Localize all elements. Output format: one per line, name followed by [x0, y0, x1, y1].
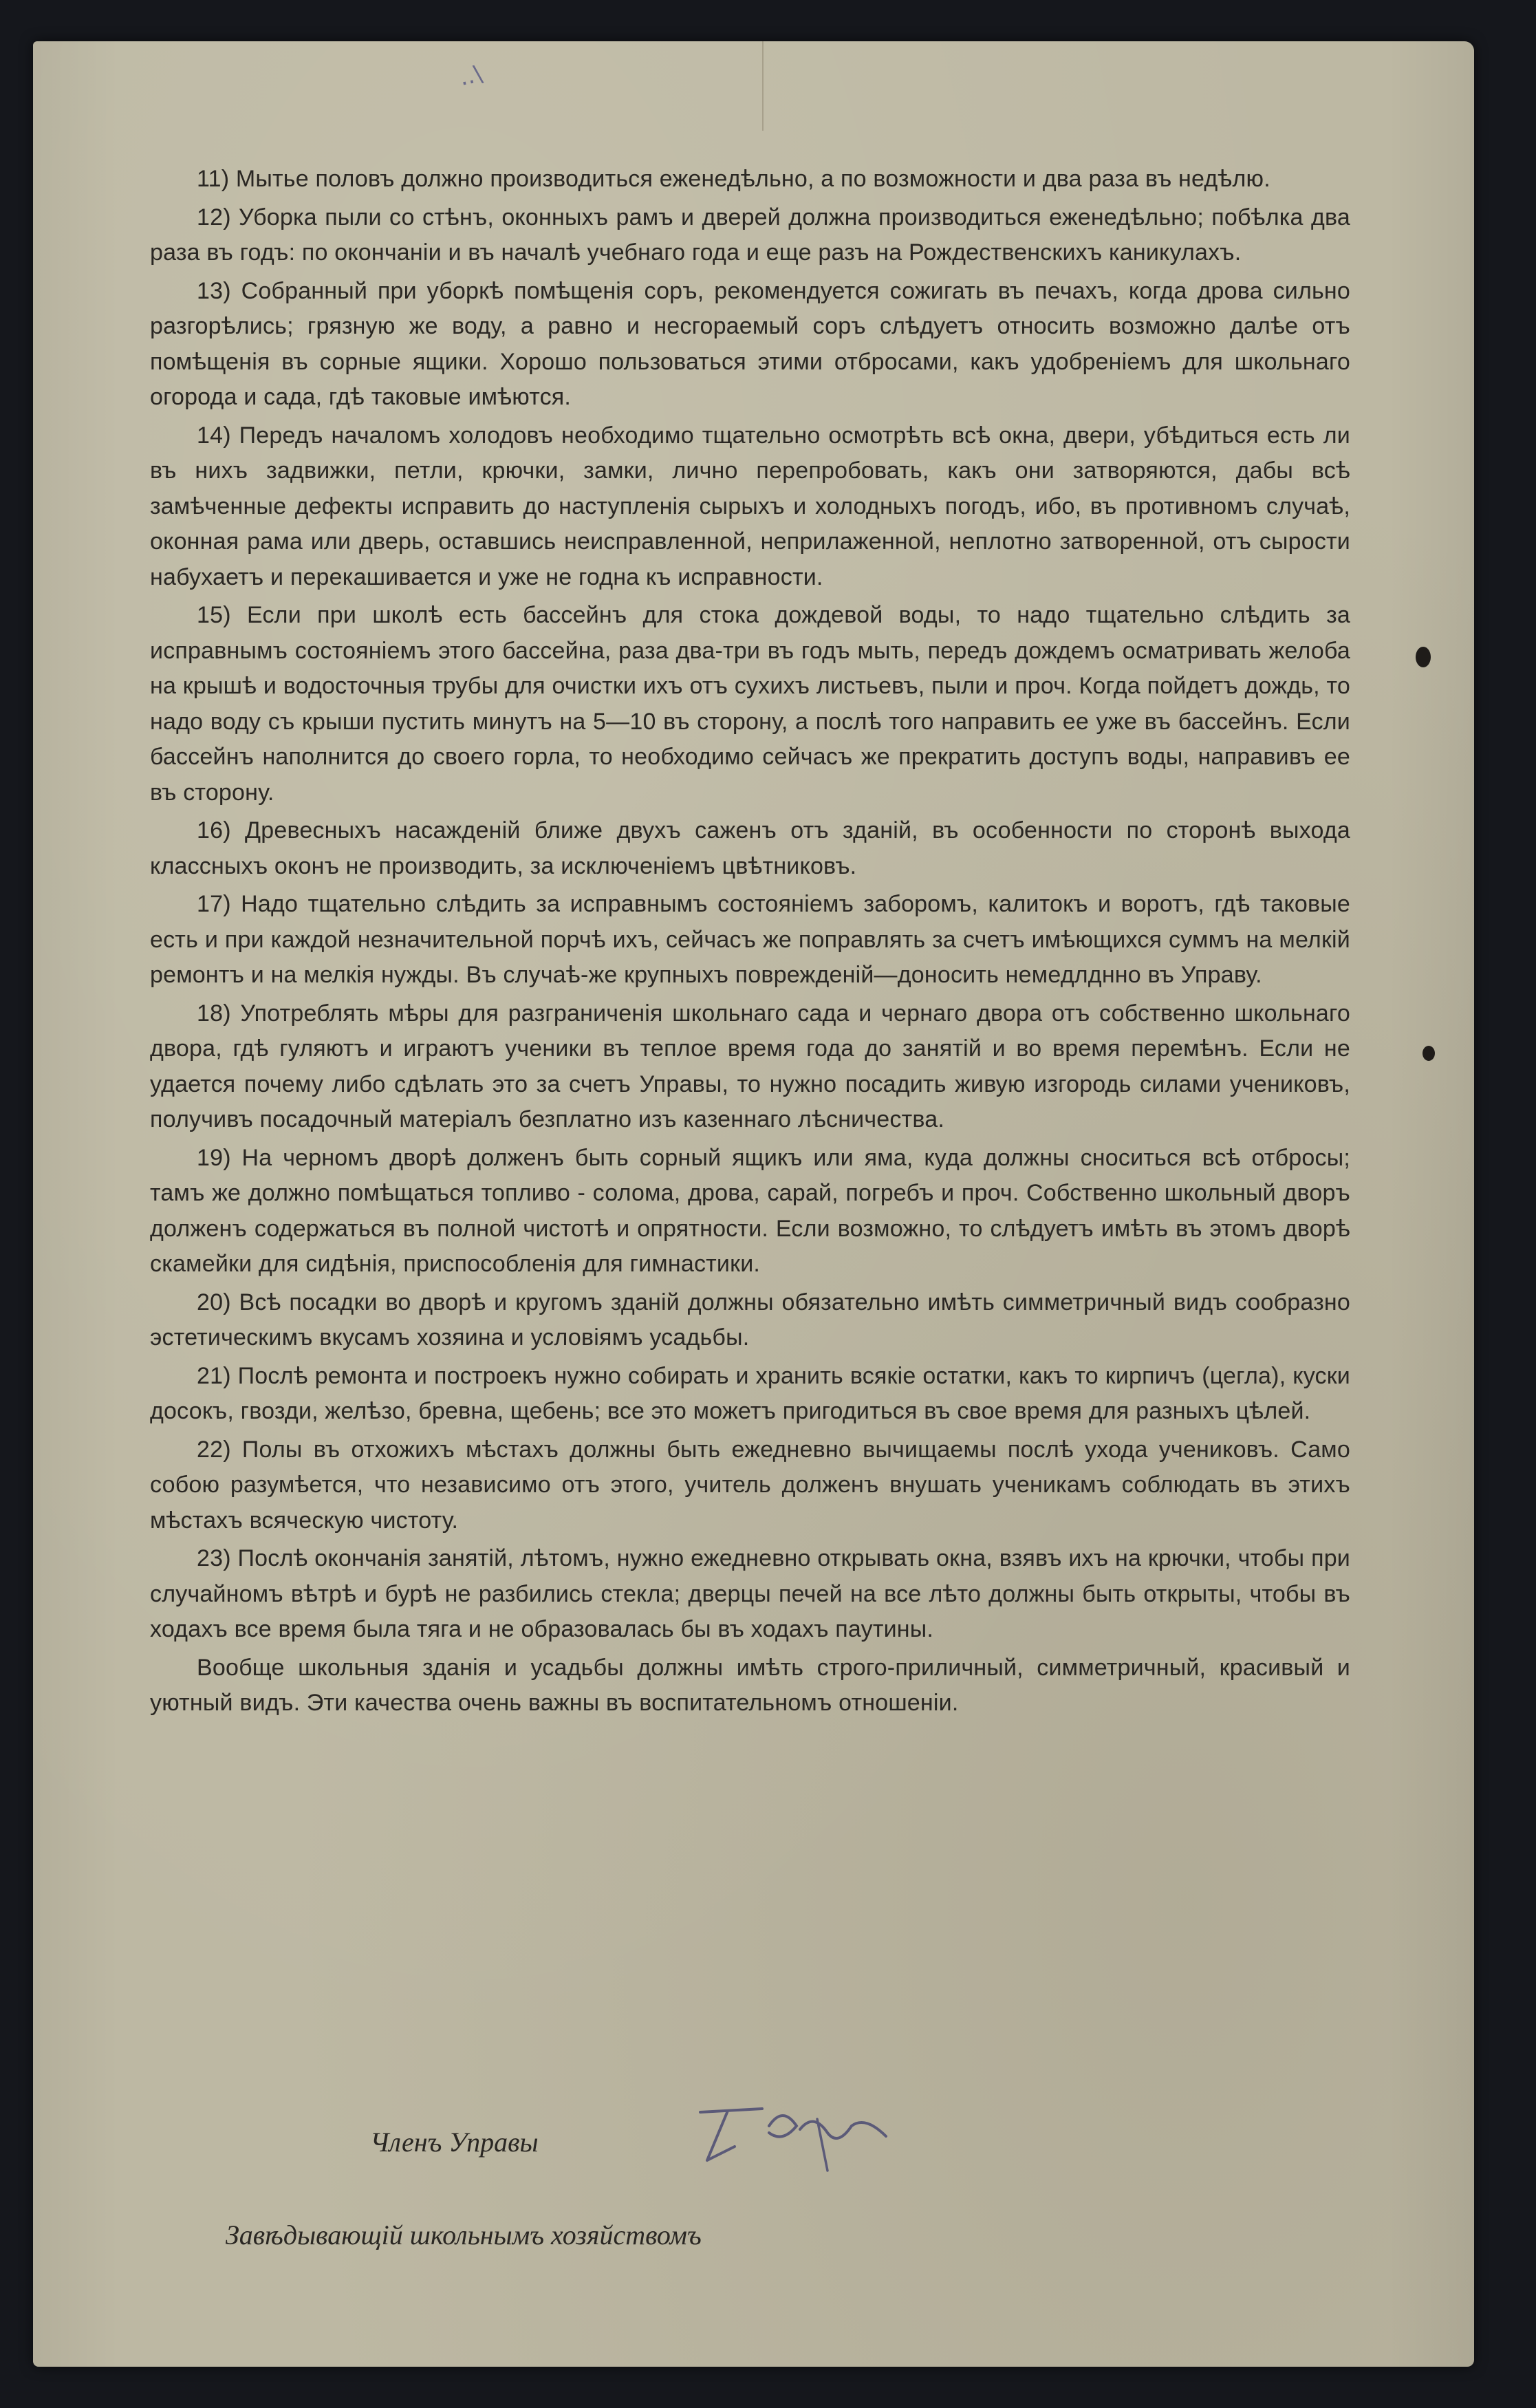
paragraph-20: 20) Всѣ посадки во дворѣ и кругомъ зданій должны обязательно имѣть симметричный видъ сообразно эстетическимъ вкусамъ хозяина и условіямъ усадьбы. [150, 1289, 1350, 1351]
document-body [150, 162, 1350, 1724]
paper-fold-line [762, 41, 764, 131]
paragraph-11: 11) Мытье половъ должно производиться еженедѣльно, а по возможности и два раза въ недѣлю. [197, 166, 1270, 192]
paragraph-16: 16) Древесныхъ насажденій ближе двухъ саженъ отъ зданій, въ особенности по сторонѣ выхода классныхъ оконъ не производить, за исключеніемъ цвѣтниковъ. [150, 817, 1350, 879]
school-manager-label: Завѣдывающій школьнымъ хозяйствомъ [226, 2219, 702, 2250]
paragraph-15: 15) Если при школѣ есть бассейнъ для стока дождевой воды, то надо тщательно слѣдить за исправнымъ состояніемъ этого бассейна, раза два-три въ годъ мыть, передъ дождемъ осматривать желоба на крышѣ и водосточныя трубы для очистки ихъ отъ сухихъ листьевъ, пыли и проч. Когда пойдетъ дождь, то надо воду съ крыши пустить минутъ на 5—10 въ сторону, а послѣ того направить ее уже въ бассейнъ. Если бассейнъ наполнится до своего горла, то необходимо сейчасъ же прекратить доступъ воды, направивъ ее въ сторону. [150, 602, 1350, 806]
paragraph-12: 12) Уборка пыли со стѣнъ, оконныхъ рамъ и дверей должна производиться еженедѣльно; побѣлка два раза въ годъ: по окончаніи и въ началѣ учебнаго года и еще разъ на Рождественскихъ каникулахъ. [150, 204, 1350, 266]
handwritten-signature [680, 2078, 913, 2181]
punch-hole-mark [1416, 647, 1431, 667]
paragraph-17: 17) Надо тщательно слѣдить за исправнымъ состояніемъ заборомъ, калитокъ и воротъ, гдѣ таковые есть и при каждой незначительной порчѣ ихъ, сейчасъ же поправлять за счетъ имѣющихся суммъ на мелкій ремонтъ и на мелкія нужды. Въ случаѣ-же крупныхъ поврежденій—доносить немедлднно въ Управу. [150, 891, 1350, 988]
paragraph-14: 14) Передъ началомъ холодовъ необходимо тщательно осмотрѣть всѣ окна, двери, убѣдиться есть ли въ нихъ задвижки, петли, крючки, замки, лично перепробовать, какъ они затворяются, дабы всѣ замѣченные дефекты исправить до наступленія сырыхъ и холодныхъ погодъ, ибо, въ противномъ случаѣ, оконная рама или дверь, оставшись неисправленной, неприлаженной, неплотно затворенной, отъ сырости набухаетъ и перекашивается и уже не годна къ исправности. [150, 422, 1350, 590]
paragraph-19: 19) На черномъ дворѣ долженъ быть сорный ящикъ или яма, куда должны сноситься всѣ отбросы; тамъ же должно помѣщаться топливо - солома, дрова, сарай, погребъ и проч. Собственно школьный дворъ долженъ содержаться въ полной чистотѣ и опрятности. Если возможно, то слѣдуетъ имѣть въ этомъ дворѣ скамейки для сидѣнія, приспособленія для гимнастики. [150, 1144, 1350, 1277]
board-member-label: Членъ Управы [370, 2127, 539, 2158]
document-page [33, 41, 1474, 2367]
paragraph-18: 18) Употреблять мѣры для разграниченія школьнаго сада и чернаго двора отъ собственно школьнаго двора, гдѣ гуляютъ и играютъ ученики въ теплое время года до занятій и во время перемѣнъ. Если не удается почему либо сдѣлать это за счетъ Управы, то нужно посадить живую изгородь силами учениковъ, получивъ посадочный матеріалъ безплатно изъ казеннаго лѣсничества. [150, 1000, 1350, 1132]
paragraph-23: 23) Послѣ окончанія занятій, лѣтомъ, нужно ежедневно открывать окна, взявъ ихъ на крючки, чтобы при случайномъ вѣтрѣ и бурѣ не разбились стекла; дверцы печей на все лѣто должны быть открыты, чтобы въ ходахъ все время была тяга и не образовалась бы въ ходахъ паутины. [150, 1545, 1350, 1642]
pencil-annotation: ..\ [457, 59, 485, 92]
paragraph-22: 22) Полы въ отхожихъ мѣстахъ должны быть ежедневно вычищаемы послѣ ухода учениковъ. Само собою разумѣется, что независимо отъ этого, учитель долженъ внушать ученикамъ соблюдать въ этихъ мѣстахъ всяческую чистоту. [150, 1436, 1350, 1534]
paragraph-13: 13) Собранный при уборкѣ помѣщенія соръ, рекомендуется сожигать въ печахъ, когда дрова сильно разгорѣлись; грязную же воду, а равно и несгораемый соръ слѣдуетъ относить возможно далѣе отъ помѣщенія въ сорные ящики. Хорошо пользоваться этими отбросами, какъ удобреніемъ для школьнаго огорода и сада, гдѣ таковые имѣются. [150, 277, 1350, 410]
signature-block [33, 2078, 1474, 2284]
punch-hole-mark [1423, 1046, 1435, 1061]
paragraph-21: 21) Послѣ ремонта и построекъ нужно собирать и хранить всякіе остатки, какъ то кирпичъ (цегла), куски досокъ, гвозди, желѣзо, бревна, щебень; все это можетъ пригодиться въ свое время для разныхъ цѣлей. [150, 1362, 1350, 1424]
paragraph-conclusion: Вообще школьныя зданія и усадьбы должны имѣть строго-приличный, симметричный, красивый и уютный видъ. Эти качества очень важны въ воспитательномъ отношеніи. [150, 1654, 1350, 1716]
